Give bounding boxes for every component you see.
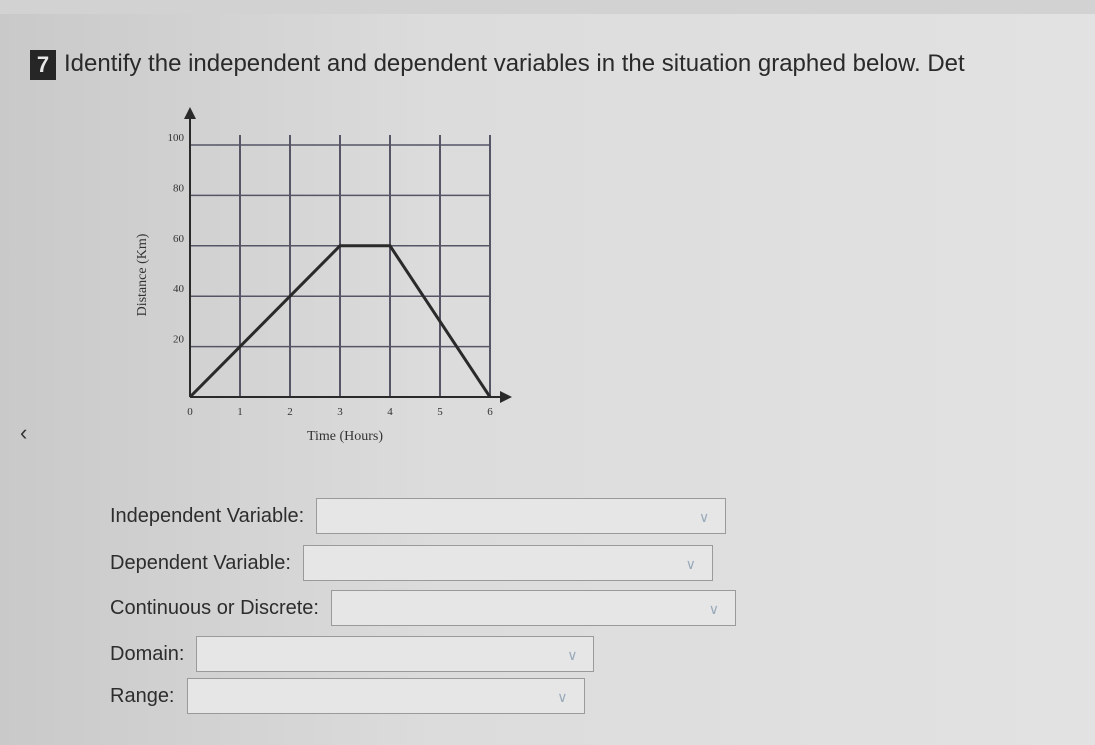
x-tick-label: 3	[337, 406, 343, 418]
y-tick-label: 60	[173, 232, 184, 245]
range-dropdown[interactable]	[187, 678, 585, 714]
form-row-independent	[110, 498, 726, 534]
continuous-discrete-label: Continuous or Discrete:	[110, 596, 319, 619]
y-axis-arrow	[184, 107, 196, 119]
y-tick-label: 80	[173, 182, 184, 195]
x-tick-label: 2	[287, 406, 293, 418]
independent-variable-dropdown[interactable]	[316, 498, 726, 534]
x-tick-label: 0	[187, 406, 193, 418]
chevron-left-icon[interactable]: ‹	[20, 420, 28, 445]
form-row-domain	[110, 636, 594, 672]
y-axis-label: Distance (Km)	[135, 233, 150, 317]
chevron-down-icon: ∨	[567, 647, 578, 663]
x-tick-label: 5	[437, 406, 443, 418]
chevron-down-icon: ∨	[698, 509, 710, 525]
y-tick-label: 20	[173, 333, 184, 346]
form-row-range	[110, 678, 585, 714]
x-tick-label: 1	[237, 406, 243, 418]
chevron-down-icon: ∨	[557, 689, 568, 705]
question-number: 7	[30, 50, 56, 80]
chevron-down-icon: ∨	[708, 601, 719, 617]
range-label: Range:	[110, 684, 175, 707]
form-row-dependent	[110, 545, 713, 581]
top-bar	[0, 0, 1095, 14]
continuous-discrete-dropdown[interactable]	[331, 590, 736, 626]
domain-label: Domain:	[110, 642, 185, 665]
x-tick-label: 4	[387, 406, 393, 418]
x-axis-label: Time (Hours)	[306, 429, 384, 444]
domain-dropdown[interactable]	[196, 636, 594, 672]
distance-time-chart	[110, 105, 530, 465]
x-axis-arrow	[500, 391, 512, 403]
x-tick-label: 6	[487, 406, 493, 418]
y-tick-label: 100	[167, 132, 184, 144]
form-row-continuous	[110, 590, 736, 626]
chevron-down-icon: ∨	[685, 556, 696, 572]
y-tick-label: 40	[173, 283, 184, 296]
dependent-variable-label: Dependent Variable:	[110, 551, 291, 574]
question-text: Identify the independent and dependent variables in the situation graphed below. Det	[64, 50, 965, 77]
dependent-variable-dropdown[interactable]	[303, 545, 713, 581]
independent-variable-label: Independent Variable:	[110, 504, 305, 527]
